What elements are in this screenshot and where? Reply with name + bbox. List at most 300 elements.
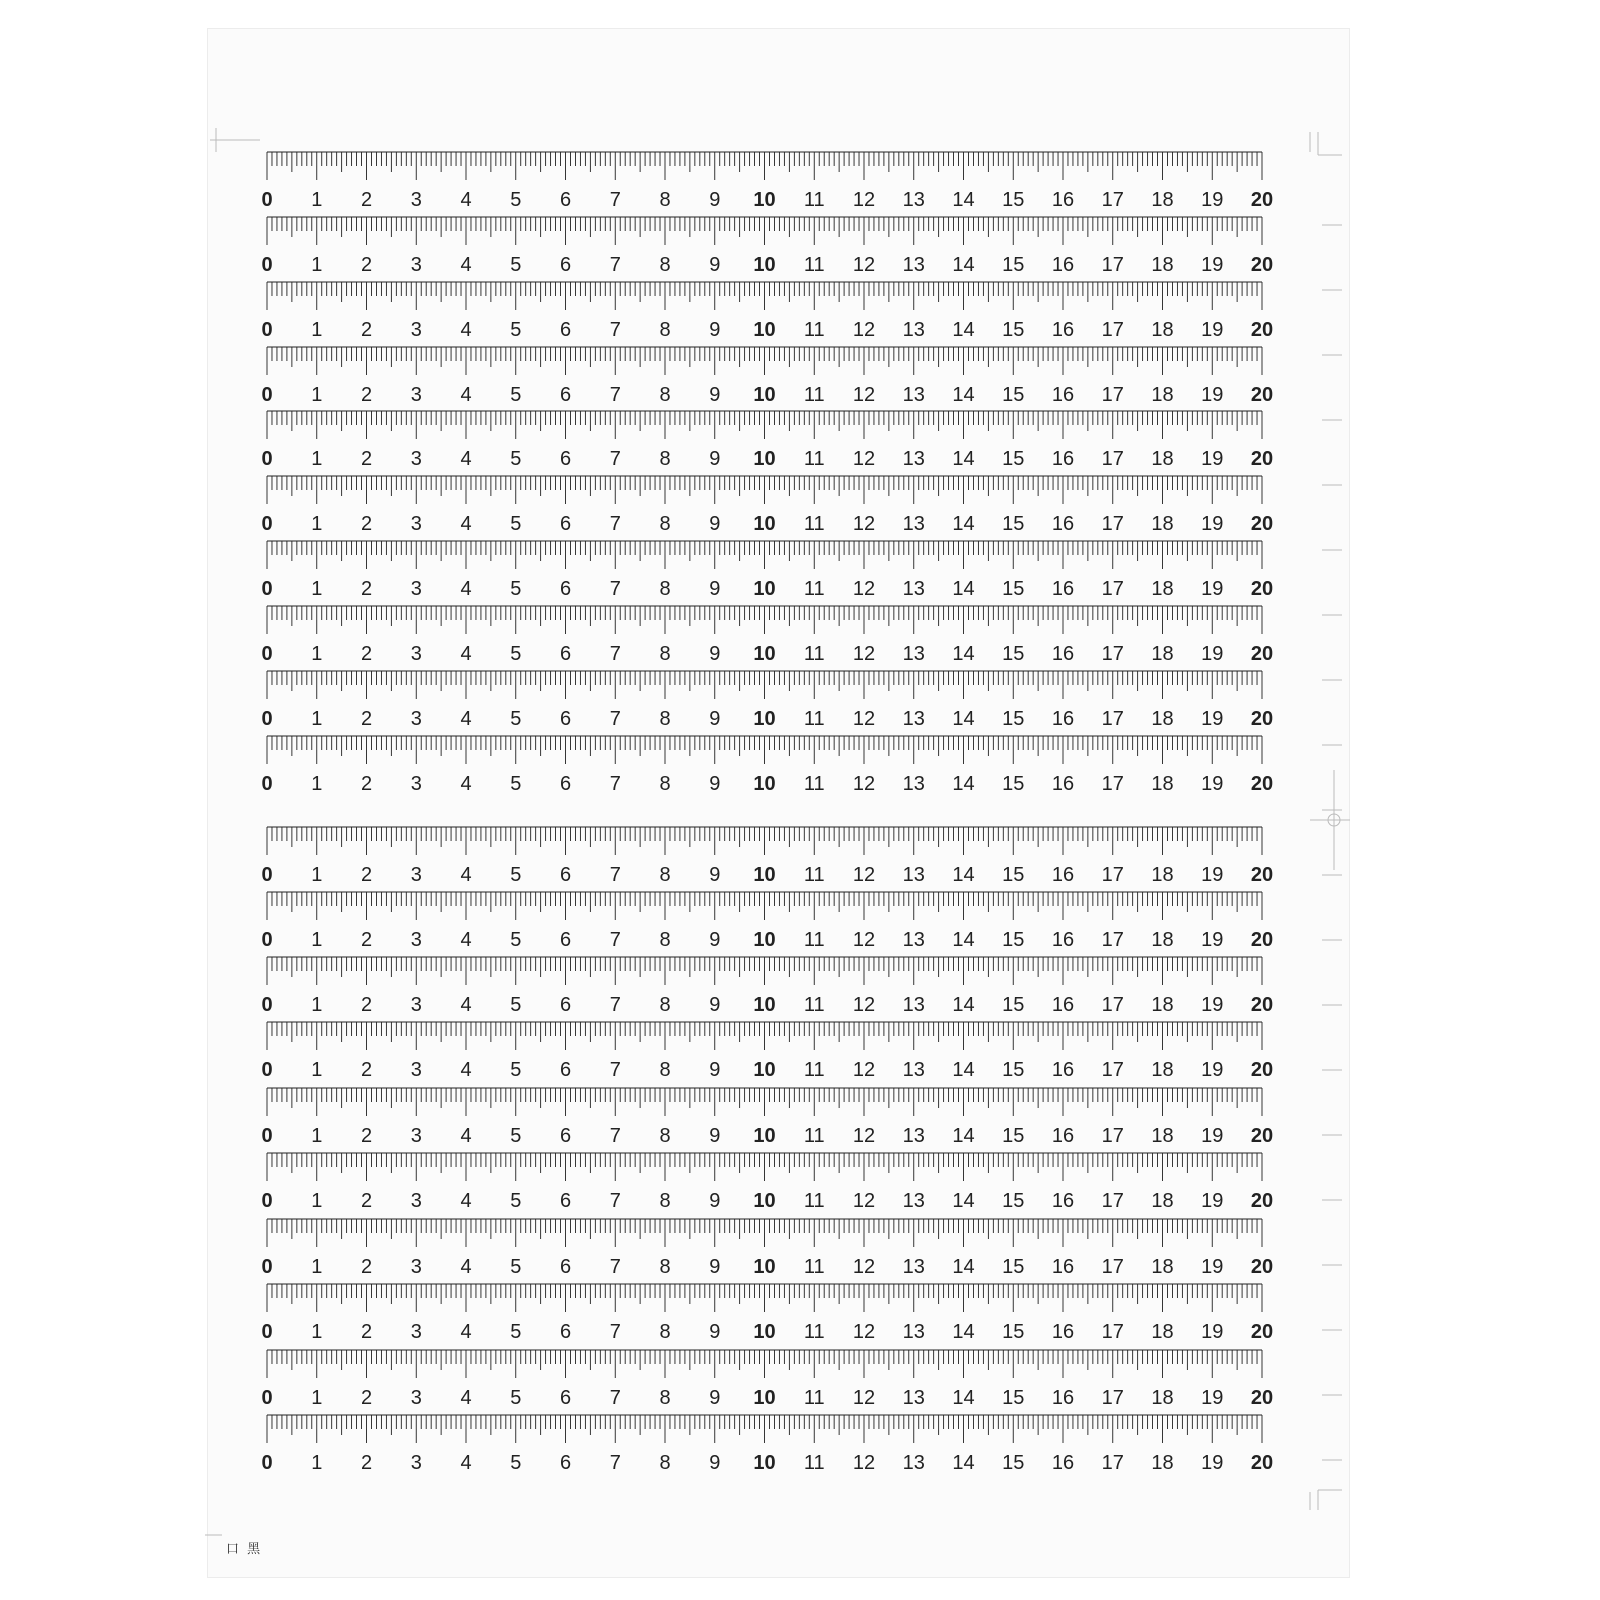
ruler-label: 14 [952,513,975,535]
ruler-label: 19 [1201,578,1224,600]
ruler-label: 14 [952,1125,975,1147]
ruler-label: 2 [360,708,373,730]
ruler-label: 14 [952,1190,975,1212]
ruler-label: 14 [952,319,975,341]
ruler-label: 11 [803,1125,825,1147]
ruler-label: 2 [360,929,373,951]
ruler [261,411,1273,470]
ruler-label: 7 [609,1321,621,1343]
ruler-label: 1 [311,513,323,535]
ruler-label: 5 [510,1387,522,1409]
ruler-label: 6 [559,929,572,951]
ruler-label: 15 [1002,1059,1025,1081]
ruler-ticks [267,827,1262,855]
ruler-label: 11 [803,994,825,1016]
ruler [261,282,1273,341]
ruler-label: 1 [311,643,323,665]
ruler-ticks [267,1415,1262,1443]
ruler-label: 16 [1051,1059,1075,1081]
ruler-label: 11 [803,513,825,535]
ruler-label: 11 [803,1387,825,1409]
ruler-label: 16 [1051,513,1075,535]
ruler-label: 2 [360,643,373,665]
ruler-label: 2 [360,254,373,276]
ruler-label: 8 [659,189,671,211]
ruler-label: 1 [311,319,323,341]
ruler-label: 8 [659,1452,671,1474]
ruler-label: 19 [1201,994,1224,1016]
ruler-label: 13 [902,319,925,341]
ruler-label: 0 [261,189,273,211]
ruler-label: 13 [902,1321,925,1343]
ruler-label: 14 [952,384,975,406]
ruler [261,1022,1273,1081]
ruler-label: 15 [1002,929,1025,951]
ruler-label: 13 [902,1387,925,1409]
ruler-label: 5 [510,1256,522,1278]
ruler-label: 6 [559,708,572,730]
ruler-label: 0 [261,1387,273,1409]
ruler-label: 6 [559,1125,572,1147]
ruler-label: 11 [803,1452,825,1474]
ruler-label: 20 [1250,1387,1274,1409]
ruler-label: 1 [311,578,323,600]
ruler-label: 13 [902,254,925,276]
ruler-label: 16 [1051,1387,1075,1409]
ruler-label: 1 [311,1190,323,1212]
ruler-label: 15 [1002,1256,1025,1278]
footer-label: 口 黑 [226,1542,263,1557]
ruler-label: 0 [261,1125,273,1147]
ruler-label: 18 [1151,448,1174,470]
ruler-label: 16 [1051,578,1075,600]
ruler-label: 6 [559,578,572,600]
ruler-label: 18 [1151,189,1174,211]
ruler-label: 5 [510,254,522,276]
ruler-label: 16 [1051,1452,1075,1474]
ruler-label: 10 [753,1321,776,1343]
ruler-label: 8 [659,254,671,276]
ruler-label: 1 [311,864,323,886]
ruler-label: 7 [609,578,621,600]
ruler-label: 16 [1051,994,1075,1016]
ruler-label: 1 [311,994,323,1016]
ruler-label: 12 [852,578,876,600]
ruler-label: 15 [1002,319,1025,341]
ruler-label: 16 [1051,1256,1075,1278]
ruler-label: 2 [360,189,373,211]
ruler-label: 19 [1201,708,1224,730]
ruler-label: 5 [510,1321,522,1343]
ruler-label: 17 [1101,1190,1124,1212]
ruler-label: 4 [460,254,472,276]
ruler-label: 2 [360,578,373,600]
ruler-label: 2 [360,1452,373,1474]
ruler-label: 14 [952,578,975,600]
ruler-label: 12 [852,1256,876,1278]
ruler-label: 0 [261,448,273,470]
ruler-label: 13 [902,513,925,535]
ruler-label: 13 [902,773,925,795]
ruler-label: 14 [952,864,975,886]
ruler-label: 0 [261,864,273,886]
ruler-label: 20 [1250,384,1274,406]
ruler-label: 3 [410,384,422,406]
ruler-label: 13 [902,448,925,470]
ruler-label: 14 [952,1452,975,1474]
ruler-label: 7 [609,448,621,470]
ruler-label: 20 [1250,319,1274,341]
ruler-label: 7 [609,1256,621,1278]
ruler-label: 20 [1250,448,1274,470]
ruler-label: 6 [559,254,572,276]
ruler-label: 4 [460,1190,472,1212]
ruler-label: 1 [311,1059,323,1081]
ruler-ticks [267,1088,1262,1116]
ruler [261,1350,1273,1409]
ruler-label: 9 [709,864,721,886]
ruler-label: 11 [803,189,825,211]
ruler-label: 9 [709,1452,721,1474]
ruler-label: 2 [360,513,373,535]
ruler [261,827,1273,886]
ruler-label: 19 [1201,254,1224,276]
ruler-label: 7 [609,929,621,951]
ruler-label: 19 [1201,643,1224,665]
ruler-label: 10 [753,384,776,406]
ruler-label: 12 [852,994,876,1016]
ruler-label: 9 [709,319,721,341]
ruler-label: 4 [460,1452,472,1474]
ruler-label: 4 [460,578,472,600]
ruler-label: 11 [803,643,825,665]
ruler-label: 11 [803,1059,825,1081]
ruler-label: 9 [709,513,721,535]
ruler-label: 19 [1201,1387,1224,1409]
ruler-label: 10 [753,1190,776,1212]
ruler-label: 4 [460,189,472,211]
ruler-label: 3 [410,254,422,276]
ruler-label: 20 [1250,929,1274,951]
ruler-label: 11 [803,319,825,341]
ruler [261,671,1273,730]
ruler-label: 17 [1101,513,1124,535]
ruler-label: 7 [609,254,621,276]
ruler-label: 18 [1151,254,1174,276]
ruler-label: 3 [410,1059,422,1081]
ruler-label: 2 [360,773,373,795]
ruler-label: 12 [852,1190,876,1212]
ruler-label: 16 [1051,1321,1075,1343]
ruler-label: 12 [852,384,876,406]
ruler-label: 17 [1101,708,1124,730]
ruler-label: 1 [311,929,323,951]
ruler-label: 9 [709,643,721,665]
ruler-label: 16 [1051,448,1075,470]
ruler-label: 17 [1101,864,1124,886]
ruler-label: 20 [1250,1190,1274,1212]
ruler-label: 17 [1101,1321,1124,1343]
ruler-label: 18 [1151,1452,1174,1474]
ruler [261,152,1273,211]
ruler-label: 3 [410,1387,422,1409]
ruler-label: 8 [659,708,671,730]
ruler-label: 5 [510,384,522,406]
ruler-label: 11 [803,864,825,886]
ruler-label: 19 [1201,1321,1224,1343]
ruler-label: 9 [709,189,721,211]
ruler-label: 12 [852,448,876,470]
ruler-label: 17 [1101,773,1124,795]
ruler-label: 7 [609,643,621,665]
ruler-label: 3 [410,864,422,886]
ruler-label: 15 [1002,994,1025,1016]
ruler-label: 7 [609,189,621,211]
ruler-label: 18 [1151,864,1174,886]
ruler-label: 8 [659,384,671,406]
ruler-label: 15 [1002,1387,1025,1409]
ruler-label: 12 [852,643,876,665]
ruler-label: 7 [609,994,621,1016]
ruler-label: 16 [1051,708,1075,730]
ruler-label: 3 [410,1125,422,1147]
ruler-label: 0 [261,708,273,730]
ruler-label: 18 [1151,1387,1174,1409]
ruler-label: 10 [753,448,776,470]
ruler-label: 17 [1101,1452,1124,1474]
ruler-label: 11 [803,1190,825,1212]
ruler-label: 12 [852,1452,876,1474]
ruler-label: 7 [609,384,621,406]
ruler-label: 7 [609,864,621,886]
ruler-label: 18 [1151,773,1174,795]
ruler-label: 0 [261,513,273,535]
ruler-label: 15 [1002,384,1025,406]
ruler-label: 0 [261,773,273,795]
ruler-label: 16 [1051,319,1075,341]
ruler-label: 1 [311,1387,323,1409]
ruler-label: 2 [360,1321,373,1343]
ruler-label: 5 [510,319,522,341]
ruler-label: 0 [261,929,273,951]
ruler-label: 5 [510,189,522,211]
ruler-label: 18 [1151,1059,1174,1081]
ruler-label: 8 [659,513,671,535]
ruler-label: 18 [1151,578,1174,600]
ruler-label: 18 [1151,1256,1174,1278]
ruler-label: 15 [1002,1452,1025,1474]
ruler-label: 9 [709,254,721,276]
ruler-label: 7 [609,1452,621,1474]
ruler-label: 12 [852,864,876,886]
ruler-label: 16 [1051,1190,1075,1212]
ruler-ticks [267,1284,1262,1312]
ruler [261,1088,1273,1147]
ruler-label: 10 [753,1125,776,1147]
ruler [261,606,1273,665]
ruler-label: 15 [1002,254,1025,276]
ruler-label: 19 [1201,864,1224,886]
ruler-label: 10 [753,578,776,600]
ruler-label: 20 [1250,864,1274,886]
ruler-label: 10 [753,319,776,341]
ruler-label: 12 [852,708,876,730]
ruler-label: 2 [360,1190,373,1212]
ruler-label: 17 [1101,254,1124,276]
ruler-label: 1 [311,708,323,730]
ruler-label: 14 [952,448,975,470]
ruler-label: 9 [709,1059,721,1081]
ruler-label: 13 [902,864,925,886]
ruler-label: 16 [1051,384,1075,406]
ruler [261,541,1273,600]
ruler-label: 13 [902,708,925,730]
ruler-label: 6 [559,994,572,1016]
ruler-label: 18 [1151,319,1174,341]
ruler-label: 20 [1250,513,1274,535]
ruler-label: 14 [952,1256,975,1278]
ruler-label: 6 [559,1256,572,1278]
ruler-label: 7 [609,773,621,795]
ruler-label: 14 [952,1321,975,1343]
ruler [261,957,1273,1016]
ruler-label: 9 [709,994,721,1016]
ruler-label: 8 [659,448,671,470]
ruler [261,1219,1273,1278]
ruler-ticks [267,606,1262,634]
ruler-label: 3 [410,319,422,341]
ruler-label: 1 [311,1321,323,1343]
ruler-label: 2 [360,1059,373,1081]
ruler-label: 9 [709,578,721,600]
ruler-label: 1 [311,773,323,795]
ruler-label: 10 [753,1387,776,1409]
ruler-label: 20 [1250,1256,1274,1278]
ruler-label: 19 [1201,929,1224,951]
ruler-label: 16 [1051,643,1075,665]
ruler-label: 1 [311,448,323,470]
ruler-label: 0 [261,384,273,406]
ruler-label: 20 [1250,708,1274,730]
ruler-label: 5 [510,994,522,1016]
ruler-label: 8 [659,1059,671,1081]
ruler-label: 0 [261,1321,273,1343]
ruler-label: 4 [460,448,472,470]
ruler-label: 12 [852,254,876,276]
ruler-label: 11 [803,1321,825,1343]
ruler-label: 5 [510,773,522,795]
ruler-label: 15 [1002,773,1025,795]
ruler-ticks [267,957,1262,985]
ruler-label: 3 [410,929,422,951]
ruler-label: 8 [659,643,671,665]
ruler-label: 9 [709,773,721,795]
ruler-label: 16 [1051,864,1075,886]
ruler-label: 10 [753,994,776,1016]
ruler-label: 13 [902,643,925,665]
ruler-ticks [267,736,1262,764]
ruler-label: 12 [852,773,876,795]
ruler-label: 6 [559,513,572,535]
ruler-label: 6 [559,1321,572,1343]
ruler-label: 2 [360,384,373,406]
ruler-label: 8 [659,773,671,795]
ruler-label: 18 [1151,1125,1174,1147]
ruler-label: 13 [902,929,925,951]
ruler-label: 10 [753,189,776,211]
ruler-label: 8 [659,319,671,341]
ruler-label: 5 [510,1452,522,1474]
ruler-label: 10 [753,643,776,665]
ruler-label: 10 [753,773,776,795]
ruler-label: 0 [261,643,273,665]
ruler-label: 12 [852,189,876,211]
ruler-label: 3 [410,1256,422,1278]
ruler-label: 1 [311,1256,323,1278]
ruler-label: 19 [1201,189,1224,211]
ruler-label: 1 [311,1125,323,1147]
ruler-label: 17 [1101,1125,1124,1147]
ruler-label: 15 [1002,448,1025,470]
ruler-label: 4 [460,1387,472,1409]
ruler-label: 9 [709,1387,721,1409]
ruler-label: 12 [852,319,876,341]
ruler-ticks [267,217,1262,245]
ruler-label: 5 [510,578,522,600]
ruler-label: 16 [1051,254,1075,276]
ruler-label: 16 [1051,1125,1075,1147]
ruler-label: 13 [902,1059,925,1081]
ruler-label: 9 [709,708,721,730]
ruler-label: 19 [1201,319,1224,341]
ruler-label: 18 [1151,708,1174,730]
ruler-label: 17 [1101,319,1124,341]
ruler-label: 12 [852,929,876,951]
ruler-label: 0 [261,1190,273,1212]
ruler-label: 14 [952,994,975,1016]
ruler-label: 13 [902,578,925,600]
ruler-label: 18 [1151,929,1174,951]
ruler-label: 10 [753,1256,776,1278]
ruler-label: 8 [659,1387,671,1409]
ruler-label: 14 [952,708,975,730]
ruler-label: 9 [709,1256,721,1278]
ruler-label: 9 [709,1321,721,1343]
ruler-label: 15 [1002,864,1025,886]
ruler-label: 20 [1250,189,1274,211]
ruler-label: 4 [460,1321,472,1343]
ruler-label: 2 [360,1256,373,1278]
ruler-label: 5 [510,513,522,535]
ruler-label: 2 [360,319,373,341]
ruler-label: 4 [460,708,472,730]
ruler [261,1284,1273,1343]
ruler-label: 1 [311,254,323,276]
ruler-label: 6 [559,319,572,341]
ruler-label: 18 [1151,643,1174,665]
ruler-label: 5 [510,1125,522,1147]
ruler-label: 3 [410,189,422,211]
ruler-label: 7 [609,1387,621,1409]
ruler-label: 17 [1101,1059,1124,1081]
ruler-label: 17 [1101,994,1124,1016]
ruler-label: 12 [852,1321,876,1343]
ruler-label: 6 [559,643,572,665]
ruler-label: 5 [510,448,522,470]
ruler [261,736,1273,795]
ruler-label: 17 [1101,448,1124,470]
ruler-label: 20 [1250,643,1274,665]
